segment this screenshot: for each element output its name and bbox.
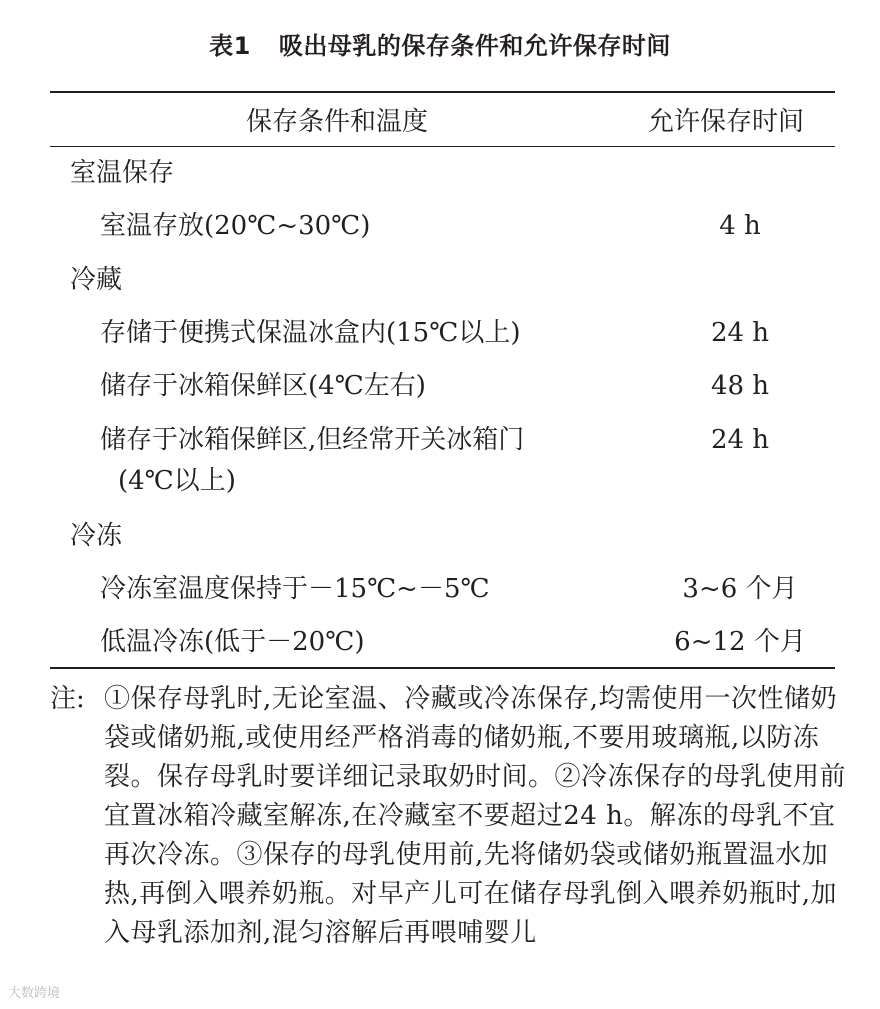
table-number: 表1 xyxy=(209,32,251,60)
watermark: 大数跨境 xyxy=(8,986,61,1001)
table-title xyxy=(0,26,880,61)
header-time: 允许保存时间 xyxy=(648,107,805,137)
row-condition: 冷冻室温度保持于－15℃~－5℃ xyxy=(100,574,490,604)
note-label: 注: xyxy=(50,684,85,714)
row-time: 24 h xyxy=(710,318,770,348)
row-time: 3~6 个月 xyxy=(682,574,798,604)
row-condition: 室温存放(20℃~30℃) xyxy=(100,211,371,241)
section-refrigerated: 冷藏 xyxy=(70,265,123,295)
note-text: ①保存母乳时,无论室温、冷藏或冷冻保存,均需使用一次性储奶袋或储奶瓶,或使用经严格消毒的储奶瓶,不要用玻璃瓶,以防冻裂。保存母乳时要详细记录取奶时间。②冷冻保存的母乳使用前宜置冰箱冷藏室解冻,在冷藏室不要超过24 h。解冻的母乳不宜再次冷冻。③保存的母乳使用前,先将储奶袋或储奶瓶置温水加热,再倒入喂养奶瓶。对早产儿可在储存母乳倒入喂养奶瓶时,加入母乳添加剂,混匀溶解后再喂哺婴儿 xyxy=(104,684,847,948)
row-condition: 储存于冰箱保鲜区,但经常开关冰箱门 xyxy=(100,425,525,455)
header-condition: 保存条件和温度 xyxy=(246,107,429,137)
section-frozen: 冷冻 xyxy=(70,521,123,551)
top-rule xyxy=(50,91,835,93)
table-title-text: 吸出母乳的保存条件和允许保存时间 xyxy=(278,32,671,60)
row-condition: 存储于便携式保温冰盒内(15℃以上) xyxy=(100,318,521,348)
row-time: 6~12 个月 xyxy=(674,627,806,657)
row-time: 4 h xyxy=(719,211,761,241)
header-rule xyxy=(50,146,835,147)
row-condition-continued: (4℃以上) xyxy=(118,466,236,496)
bottom-rule xyxy=(50,667,835,669)
table-note xyxy=(50,680,850,953)
section-room-temp: 室温保存 xyxy=(70,158,175,188)
row-time: 24 h xyxy=(710,425,770,455)
row-condition: 低温冷冻(低于－20℃) xyxy=(100,627,365,657)
row-condition: 储存于冰箱保鲜区(4℃左右) xyxy=(100,371,426,401)
row-time: 48 h xyxy=(710,371,770,401)
